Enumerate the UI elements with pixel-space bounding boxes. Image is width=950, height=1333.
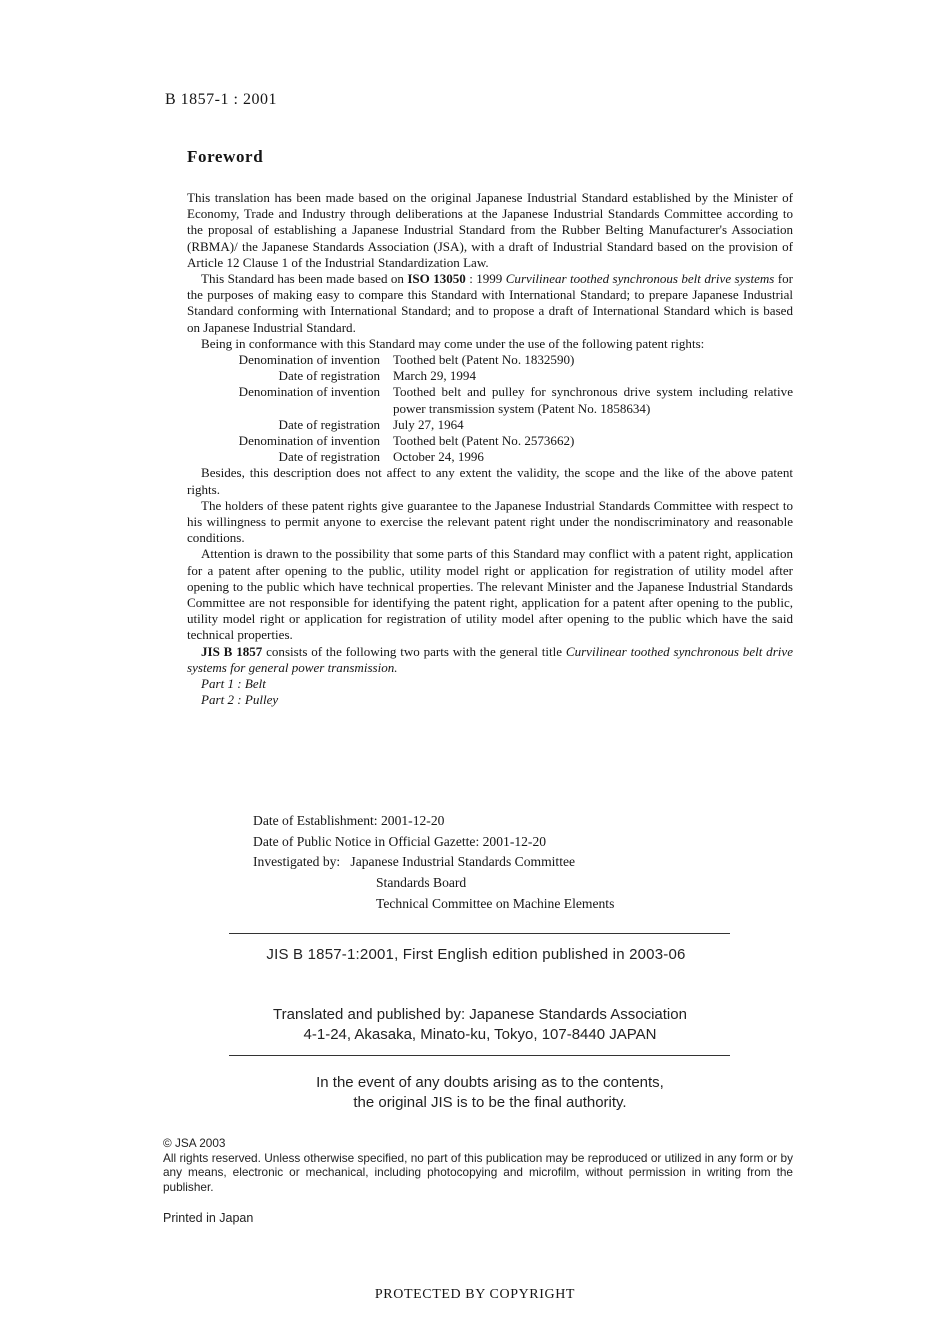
divider: [229, 933, 730, 934]
paragraph-guarantee: The holders of these patent rights give guarantee to the Japanese Industrial Standards Committee with respect to his willingness to permit anyone to exercise the relevant patent right under the nondiscriminatory and reasonable conditions.: [187, 497, 793, 546]
patent-table: [187, 352, 793, 465]
investigated-label: Investigated by:: [253, 854, 341, 870]
investigator-line: Technical Committee on Machine Elements: [376, 895, 615, 911]
iso-title: Curvilinear toothed synchronous belt drive systems: [505, 271, 775, 287]
authority-line: In the event of any doubts arising as to the contents,: [316, 1074, 664, 1091]
printed-in: Printed in Japan: [163, 1211, 254, 1225]
general-title: Curvilinear toothed synchronous belt drive systems for general power transmission.: [187, 643, 793, 675]
rights-reserved-text: All rights reserved. Unless otherwise specified, no part of this publication may be reproduced or utilized in any form or by any means, electronic or mechanical, including photocopying and microfilm, without permission in writing from the publisher.: [163, 1150, 793, 1194]
foreword-body: [187, 190, 793, 709]
publisher-name: Translated and published by: Japanese Standards Association: [273, 1006, 687, 1023]
authority-notice: [186, 1073, 794, 1113]
copyright-footer: PROTECTED BY COPYRIGHT: [374, 1287, 576, 1302]
patent-row: [187, 417, 793, 433]
text-fragment: This Standard has been made based on: [201, 271, 408, 287]
patent-key: Date of registration: [278, 416, 380, 432]
paragraph-attention: Attention is drawn to the possibility that some parts of this Standard may conflict with a patent right, application for a patent after opening to the public, utility model right or application for registration of utility model after opening to the public which have technical properties. The relevant Minister and the Japanese Industrial Standards Committee are not responsible for identifying the patent right, application for a patent after opening to the public, utility model right or application for registration of utility model after opening to the public which have the said technical properties.: [187, 546, 793, 643]
patent-key: Date of registration: [278, 449, 380, 465]
part-1: Part 1 : Belt: [201, 676, 266, 692]
establishment-info: [253, 811, 614, 915]
date-of-establishment: Date of Establishment: 2001-12-20: [253, 813, 445, 828]
patent-row: [187, 384, 793, 416]
text-fragment: consists of the following two parts with the general title: [262, 643, 566, 659]
iso-reference: ISO 13050: [407, 271, 466, 287]
patent-key: Denomination of invention: [238, 352, 380, 368]
patent-key: Date of registration: [278, 368, 380, 384]
copyright-holder: © JSA 2003: [163, 1136, 226, 1150]
investigator-line: Standards Board: [376, 875, 467, 891]
patent-value: Toothed belt (Patent No. 2573662): [393, 433, 575, 449]
jis-reference: JIS B 1857: [201, 643, 263, 659]
text-fragment: : 1999: [465, 271, 506, 287]
paragraph-parts: [187, 644, 793, 676]
patent-value: Toothed belt (Patent No. 1832590): [393, 352, 575, 368]
patent-row: [187, 433, 793, 449]
patent-row: [187, 368, 793, 384]
investigator-line: Japanese Industrial Standards Committee: [350, 854, 576, 870]
date-of-public-notice: Date of Public Notice in Official Gazette: 2001-12-20: [253, 833, 547, 849]
publisher-address: 4-1-24, Akasaka, Minato-ku, Tokyo, 107-8440 JAPAN: [303, 1026, 657, 1043]
patent-value: July 27, 1964: [393, 416, 464, 432]
document-number: B 1857-1 : 2001: [165, 91, 277, 108]
divider: [229, 1055, 730, 1056]
paragraph-validity: Besides, this description does not affect to any extent the validity, the scope and the like of the above patent rights.: [187, 465, 793, 497]
paragraph-patent-intro: Being in conformance with this Standard may come under the use of the following patent rights:: [201, 335, 705, 351]
edition-statement: JIS B 1857-1:2001, First English edition published in 2003-06: [266, 946, 686, 963]
patent-value: March 29, 1994: [393, 368, 476, 384]
patent-key: Denomination of invention: [238, 433, 380, 449]
foreword-heading: Foreword: [187, 147, 264, 166]
text-fragment: for the purposes of making easy to compare this Standard with International Standard; to prepare Japanese Industrial Standard conforming with International Standard; and to propose a draft of International Standard which is based on Japanese Industrial Standard.: [187, 271, 793, 335]
patent-row: [187, 449, 793, 465]
investigated-by: [253, 852, 614, 873]
patent-row: [187, 352, 793, 368]
paragraph-translation-basis: This translation has been made based on the original Japanese Industrial Standard established by the Minister of Economy, Trade and Industry through deliberations at the Japanese Industrial Standards Committee according to the proposal of establishing a Japanese Industrial Standard from the Rubber Belting Manufacturer's Association (RBMA)/ the Japanese Standards Association (JSA), with a draft of Industrial Standard based on the provision of Article 12 Clause 1 of the Industrial Standardization Law.: [187, 190, 793, 270]
paragraph-iso-basis: [187, 271, 793, 336]
patent-value: October 24, 1996: [393, 449, 484, 465]
copyright-notice: [163, 1136, 793, 1194]
authority-line: the original JIS is to be the final authority.: [353, 1094, 627, 1111]
patent-key: Denomination of invention: [238, 384, 380, 400]
publisher-info: [186, 1005, 774, 1045]
patent-value: Toothed belt and pulley for synchronous drive system including relative power transmission system (Patent No. 1858634): [393, 384, 793, 416]
part-2: Part 2 : Pulley: [201, 692, 279, 708]
